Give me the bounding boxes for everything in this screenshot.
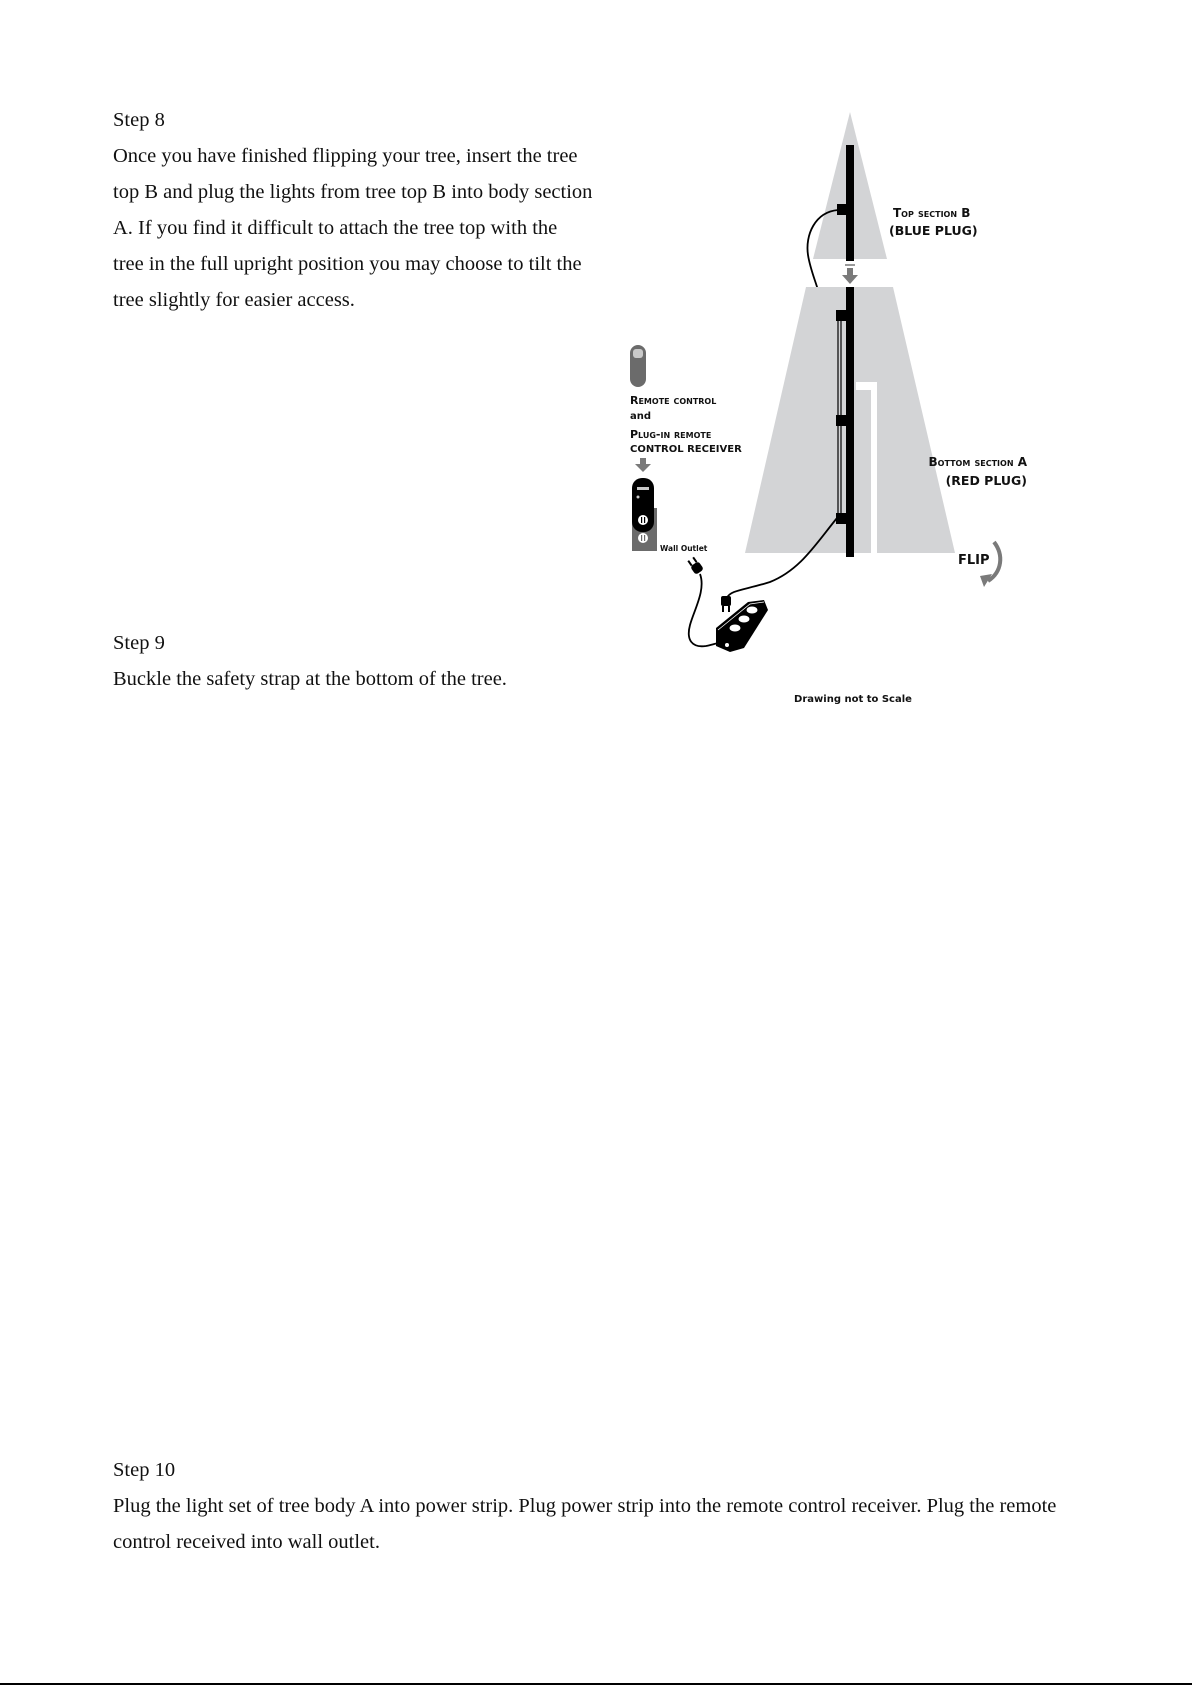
insert-arrow-icon	[842, 264, 858, 284]
step-9-body: Buckle the safety strap at the bottom of the tree.	[113, 668, 507, 690]
power-strip-plug-icon	[687, 556, 704, 575]
step-8-body: Once you have finished flipping your tree, insert the tree top B and plug the lights from tree top B into body section A. If you find it difficult to attach the tree top with the tree in the full upright position you may choose to tilt the tree slightly for easier access.	[113, 145, 593, 311]
wall-socket-slot	[644, 535, 645, 541]
bottom-section-label-2: (RED PLUG)	[945, 473, 1027, 488]
bottom-section-white-notch	[856, 382, 877, 390]
receiver-led	[637, 496, 640, 499]
step-10-body: Plug the light set of tree body A into power strip. Plug power strip into the remote control receiver. Plug the remote control received into wall outlet.	[113, 1495, 1057, 1553]
wall-outlet-label: Wall Outlet	[660, 544, 708, 553]
remote-label-4: control receiver	[630, 444, 742, 455]
receiver-socket-slot	[641, 517, 642, 523]
bottom-section-white-strip	[871, 385, 877, 553]
remote-control-screen	[633, 349, 643, 358]
step-8	[113, 102, 593, 318]
top-section-label-2: (BLUE PLUG)	[889, 223, 978, 238]
step-10	[113, 1452, 1093, 1560]
drawing-caption: Drawing not to Scale	[794, 694, 912, 705]
top-section-label-1: Top section B	[893, 206, 971, 220]
step-8-title: Step 8	[113, 109, 165, 131]
top-section-connector	[837, 204, 847, 215]
receiver-socket-icon	[638, 515, 648, 525]
bottom-section-label-1: Bottom section A	[928, 455, 1027, 469]
bottom-connector-1	[836, 310, 847, 321]
flip-label: FLIP	[958, 553, 990, 568]
receiver-socket-slot	[644, 517, 645, 523]
power-strip-cord	[689, 574, 720, 646]
remote-label-1: Remote control	[630, 394, 717, 407]
wall-socket-slot	[641, 535, 642, 541]
red-plug-icon	[721, 596, 731, 612]
top-section-pole	[846, 145, 854, 261]
down-arrow-icon	[635, 458, 651, 472]
receiver-indicator	[637, 487, 649, 490]
wall-socket-icon	[638, 533, 648, 543]
step-10-title: Step 10	[113, 1459, 176, 1481]
step-9-title: Step 9	[113, 632, 165, 654]
step-9	[113, 625, 613, 697]
remote-label-2: and	[630, 411, 652, 422]
remote-label-3: Plug-in remote	[630, 428, 712, 441]
tree-assembly-diagram	[600, 90, 1080, 720]
bottom-section-pole	[846, 287, 854, 557]
